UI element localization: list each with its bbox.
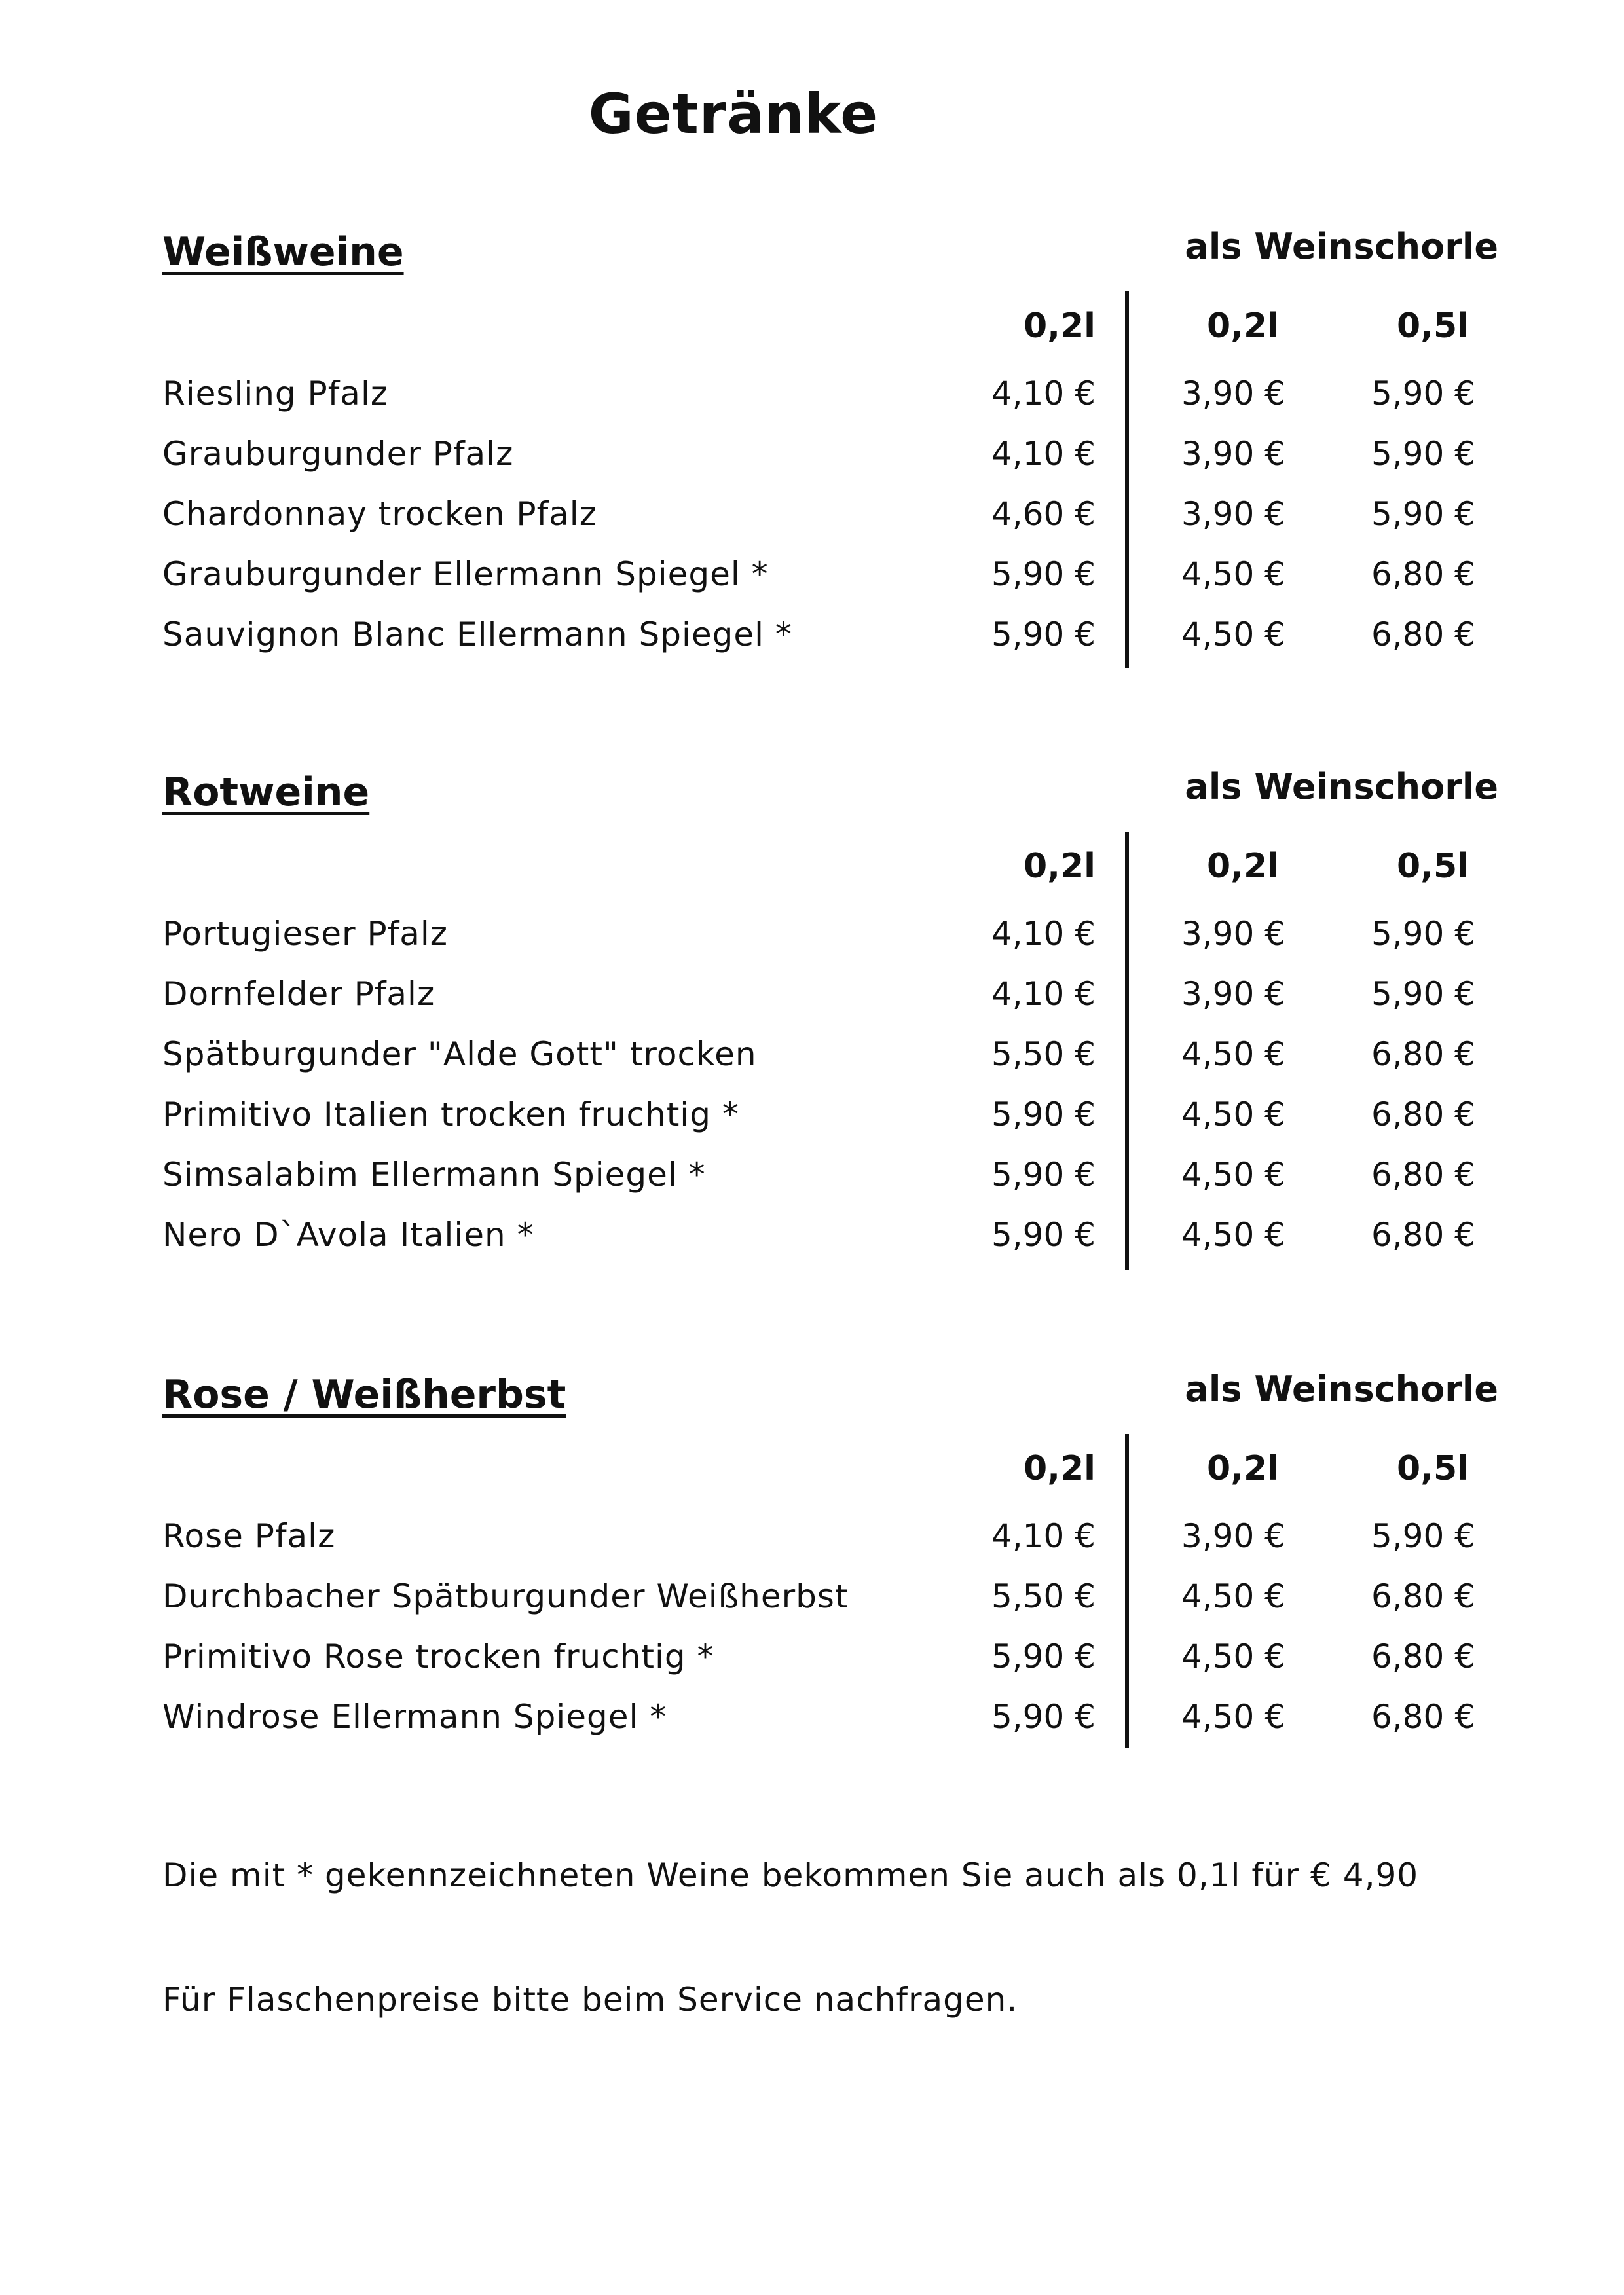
- price-schorle-small: 4,50 €: [1181, 1577, 1285, 1615]
- price-schorle-large: 6,80 €: [1371, 1577, 1475, 1615]
- wine-name: Windrose Ellermann Spiegel *: [162, 1698, 667, 1736]
- price-schorle-small: 3,90 €: [1181, 915, 1285, 953]
- section-rotweine: [162, 766, 1498, 1280]
- wine-name: Primitivo Italien trocken fruchtig *: [162, 1095, 739, 1133]
- price-schorle-large: 6,80 €: [1371, 1698, 1475, 1736]
- menu-row: [162, 435, 1498, 495]
- wine-name: Sauvignon Blanc Ellermann Spiegel *: [162, 615, 792, 653]
- wine-name: Riesling Pfalz: [162, 375, 389, 413]
- price-schorle-large: 6,80 €: [1371, 555, 1475, 593]
- header-glass-small: 0,2l: [1024, 306, 1096, 346]
- price-schorle-small: 4,50 €: [1181, 1216, 1285, 1254]
- wine-name: Durchbacher Spätburgunder Weißherbst: [162, 1577, 849, 1615]
- menu-row: [162, 1156, 1498, 1216]
- price-schorle-small: 4,50 €: [1181, 1698, 1285, 1736]
- header-schorle-large: 0,5l: [1397, 1449, 1469, 1488]
- price-glass: 5,90 €: [991, 1156, 1096, 1194]
- price-glass: 5,90 €: [991, 1638, 1096, 1676]
- section-rose-weissherbst: [162, 1368, 1498, 1765]
- price-schorle-small: 4,50 €: [1181, 1156, 1285, 1194]
- wine-name: Spätburgunder "Alde Gott" trocken: [162, 1035, 757, 1073]
- menu-row: [162, 375, 1498, 435]
- price-glass: 4,10 €: [991, 435, 1096, 473]
- wine-name: Grauburgunder Ellermann Spiegel *: [162, 555, 769, 593]
- price-schorle-small: 4,50 €: [1181, 1095, 1285, 1133]
- wine-name: Grauburgunder Pfalz: [162, 435, 514, 473]
- wine-name: Chardonnay trocken Pfalz: [162, 495, 597, 533]
- section-title: Rotweine: [162, 769, 370, 815]
- price-schorle-small: 3,90 €: [1181, 1517, 1285, 1555]
- wine-name: Rose Pfalz: [162, 1517, 336, 1555]
- menu-row: [162, 915, 1498, 975]
- header-schorle-large: 0,5l: [1397, 306, 1469, 346]
- schorle-label: als Weinschorle: [1185, 1368, 1498, 1410]
- wine-name: Simsalabim Ellermann Spiegel *: [162, 1156, 706, 1194]
- price-schorle-small: 4,50 €: [1181, 1035, 1285, 1073]
- price-glass: 4,60 €: [991, 495, 1096, 533]
- price-glass: 5,50 €: [991, 1035, 1096, 1073]
- header-glass-small: 0,2l: [1024, 1449, 1096, 1488]
- menu-row: [162, 615, 1498, 676]
- price-glass: 4,10 €: [991, 975, 1096, 1013]
- schorle-label: als Weinschorle: [1185, 766, 1498, 807]
- price-schorle-large: 6,80 €: [1371, 1638, 1475, 1676]
- bottle-price-note: Für Flaschenpreise bitte beim Service nachfragen.: [162, 1981, 1018, 2019]
- menu-row: [162, 555, 1498, 615]
- price-schorle-small: 4,50 €: [1181, 1638, 1285, 1676]
- menu-row: [162, 1216, 1498, 1276]
- price-glass: 4,10 €: [991, 915, 1096, 953]
- menu-row: [162, 1035, 1498, 1095]
- price-glass: 4,10 €: [991, 1517, 1096, 1555]
- price-schorle-large: 6,80 €: [1371, 1035, 1475, 1073]
- page-title: Getränke: [588, 82, 879, 146]
- header-schorle-small: 0,2l: [1207, 1449, 1279, 1488]
- menu-row: [162, 975, 1498, 1035]
- wine-name: Portugieser Pfalz: [162, 915, 448, 953]
- price-schorle-small: 3,90 €: [1181, 375, 1285, 413]
- menu-row: [162, 1095, 1498, 1156]
- price-glass: 5,90 €: [991, 615, 1096, 653]
- price-schorle-small: 3,90 €: [1181, 975, 1285, 1013]
- header-glass-small: 0,2l: [1024, 847, 1096, 886]
- price-glass: 4,10 €: [991, 375, 1096, 413]
- section-title: Rose / Weißherbst: [162, 1372, 566, 1418]
- price-glass: 5,90 €: [991, 1095, 1096, 1133]
- menu-row: [162, 1638, 1498, 1698]
- price-schorle-large: 5,90 €: [1371, 495, 1475, 533]
- price-schorle-large: 5,90 €: [1371, 435, 1475, 473]
- price-schorle-large: 6,80 €: [1371, 615, 1475, 653]
- header-schorle-small: 0,2l: [1207, 847, 1279, 886]
- asterisk-note: Die mit * gekennzeichneten Weine bekommen Sie auch als 0,1l für € 4,90: [162, 1856, 1419, 1894]
- price-schorle-large: 6,80 €: [1371, 1216, 1475, 1254]
- price-glass: 5,90 €: [991, 1698, 1096, 1736]
- price-schorle-small: 4,50 €: [1181, 555, 1285, 593]
- menu-row: [162, 1517, 1498, 1577]
- price-schorle-large: 6,80 €: [1371, 1095, 1475, 1133]
- price-glass: 5,90 €: [991, 555, 1096, 593]
- price-schorle-large: 5,90 €: [1371, 975, 1475, 1013]
- wine-name: Dornfelder Pfalz: [162, 975, 435, 1013]
- price-schorle-small: 3,90 €: [1181, 495, 1285, 533]
- price-glass: 5,90 €: [991, 1216, 1096, 1254]
- price-glass: 5,50 €: [991, 1577, 1096, 1615]
- schorle-label: als Weinschorle: [1185, 226, 1498, 267]
- price-schorle-large: 6,80 €: [1371, 1156, 1475, 1194]
- price-schorle-large: 5,90 €: [1371, 1517, 1475, 1555]
- section-title: Weißweine: [162, 229, 404, 275]
- wine-name: Primitivo Rose trocken fruchtig *: [162, 1638, 714, 1676]
- price-schorle-large: 5,90 €: [1371, 375, 1475, 413]
- price-schorle-small: 4,50 €: [1181, 615, 1285, 653]
- price-schorle-large: 5,90 €: [1371, 915, 1475, 953]
- menu-row: [162, 1698, 1498, 1758]
- wine-name: Nero D`Avola Italien *: [162, 1216, 534, 1254]
- menu-row: [162, 495, 1498, 555]
- header-schorle-small: 0,2l: [1207, 306, 1279, 346]
- header-schorle-large: 0,5l: [1397, 847, 1469, 886]
- section-weissweine: [162, 226, 1498, 674]
- menu-row: [162, 1577, 1498, 1638]
- price-schorle-small: 3,90 €: [1181, 435, 1285, 473]
